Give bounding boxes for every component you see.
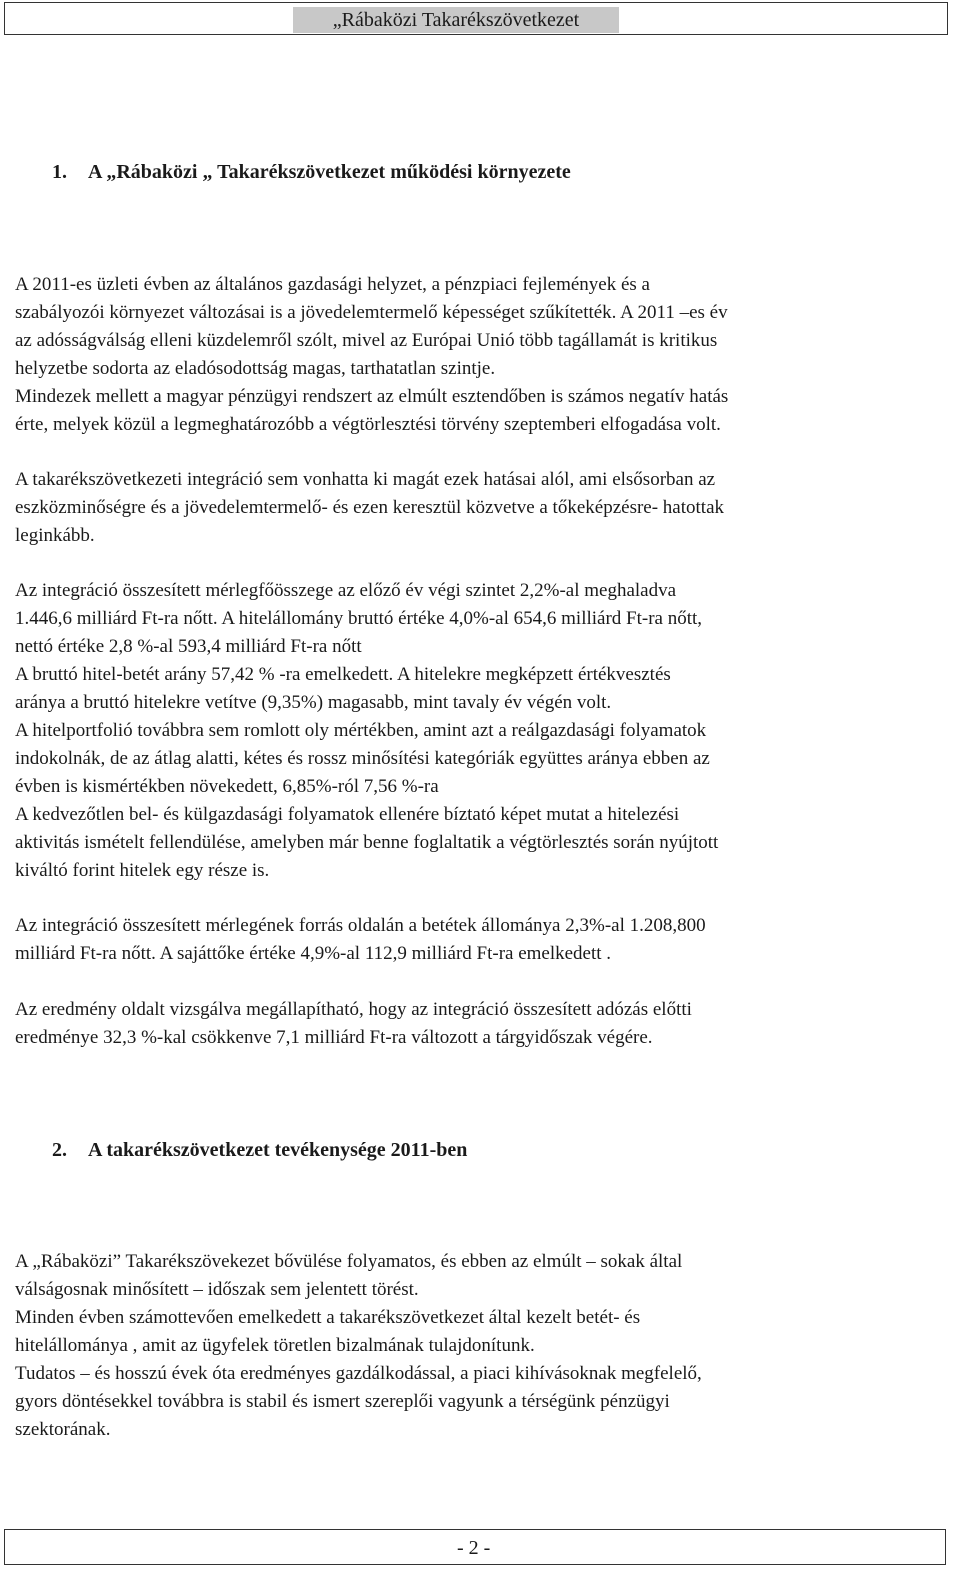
text-line: válságosnak minősített – időszak sem jelentett törést. [15,1279,419,1300]
section-1-paragraph-5 [15,996,940,1052]
text-line: hitelállománya , amit az ügyfelek töretlen bizalmának tulajdonítunk. [15,1335,535,1356]
text-line: Minden évben számottevően emelkedett a takarékszövetkezet által kezelt betét- és [15,1307,641,1328]
page-footer [4,1529,946,1565]
text-line: kiváltó forint hitelek egy része is. [15,860,270,881]
text-line: az adósságválság elleni küzdelemről szólt, mivel az Európai Unió több tagállamát is kritikus [15,330,718,351]
text-line: A kedvezőtlen bel- és külgazdasági folyamatok ellenére bíztató képet mutat a hitelezési [15,804,680,825]
page-number: - 2 - [457,1537,491,1559]
text-line: Az integráció összesített mérlegének forrás oldalán a betétek állománya 2,3%-al 1.208,800 [15,915,706,936]
text-line: gyors döntésekkel továbbra is stabil és ismert szereplői vagyunk a térségünk pénzügyi [15,1391,670,1412]
text-line: évben is kismértékben növekedett, 6,85%-ról 7,56 %-ra [15,776,439,797]
text-line: A „Rábaközi” Takarékszövekezet bővülése folyamatos, és ebben az elmúlt – sokak által [15,1251,683,1272]
section-1-number: 1. [52,161,67,183]
text-line: A takarékszövetkezeti integráció sem vonhatta ki magát ezek hatásai alól, ami elsősorban az [15,469,716,490]
text-line: milliárd Ft-ra nőtt. A sajáttőke értéke 4,9%-al 112,9 milliárd Ft-ra emelkedett . [15,943,612,964]
section-1-title: A „Rábaközi „ Takarékszövetkezet működési környezete [88,161,571,183]
text-line: eredménye 32,3 %-kal csökkenve 7,1 milliárd Ft-ra változott a tárgyidőszak végére. [15,1027,653,1048]
text-line: Az integráció összesített mérlegfőösszege az előző év végi szintet 2,2%-al meghaladva [15,580,677,601]
section-1-paragraph-2 [15,466,940,550]
section-1-paragraph-3 [15,577,940,885]
text-line: érte, melyek közül a legmeghatározóbb a végtörlesztési törvény szeptemberi elfogadása volt. [15,414,721,435]
section-2-number: 2. [52,1139,67,1161]
text-line: helyzetbe sodorta az eladósodottság magas, tarthatatlan szintje. [15,358,496,379]
text-line: nettó értéke 2,8 %-al 593,4 milliárd Ft-ra nőtt [15,636,362,657]
section-2-heading [52,1137,467,1163]
text-line: A 2011-es üzleti évben az általános gazdasági helyzet, a pénzpiaci fejlemények és a [15,274,650,295]
section-2-title: A takarékszövetkezet tevékenysége 2011-ben [88,1139,468,1161]
text-line: leginkább. [15,525,95,546]
text-line: A bruttó hitel-betét arány 57,42 % -ra emelkedett. A hitelekre megképzett értékvesztés [15,664,671,685]
section-1-heading [52,159,571,185]
page-header [4,2,948,35]
text-line: eszközminőségre és a jövedelemtermelő- és ezen keresztül közvetve a tőkeképzésre- hatottak [15,497,725,518]
text-line: aktivitás ismételt fellendülése, amelyben már benne foglaltatik a végtörlesztés során nyújtott [15,832,719,853]
text-line: indokolnák, de az átlag alatti, kétes és rossz minősítési kategóriák együttes aránya ebben az [15,748,710,769]
text-line: Tudatos – és hosszú évek óta eredményes gazdálkodással, a piaci kihívásoknak megfelelő, [15,1363,702,1384]
text-line: Mindezek mellett a magyar pénzügyi rendszert az elmúlt esztendőben is számos negatív hatás [15,386,729,407]
text-line: A hitelportfolió továbbra sem romlott oly mértékben, amint azt a reálgazdasági folyamatok [15,720,707,741]
text-line: Az eredmény oldalt vizsgálva megállapítható, hogy az integráció összesített adózás előtti [15,999,692,1020]
text-line: szektorának. [15,1419,111,1440]
section-1-paragraph-1 [15,271,940,439]
text-line: 1.446,6 milliárd Ft-ra nőtt. A hitelállomány bruttó értéke 4,0%-al 654,6 milliárd Ft-ra nőtt, [15,608,703,629]
text-line: aránya a bruttó hitelekre vetítve (9,35%) magasabb, mint tavaly év végén volt. [15,692,612,713]
section-2-paragraph-1 [15,1248,940,1444]
text-line: szabályozói környezet változásai is a jövedelemtermelő képességet szűkítették. A 2011 –es év [15,302,728,323]
section-1-paragraph-4 [15,912,940,968]
header-title: „Rábaközi Takarékszövetkezet [293,7,619,33]
